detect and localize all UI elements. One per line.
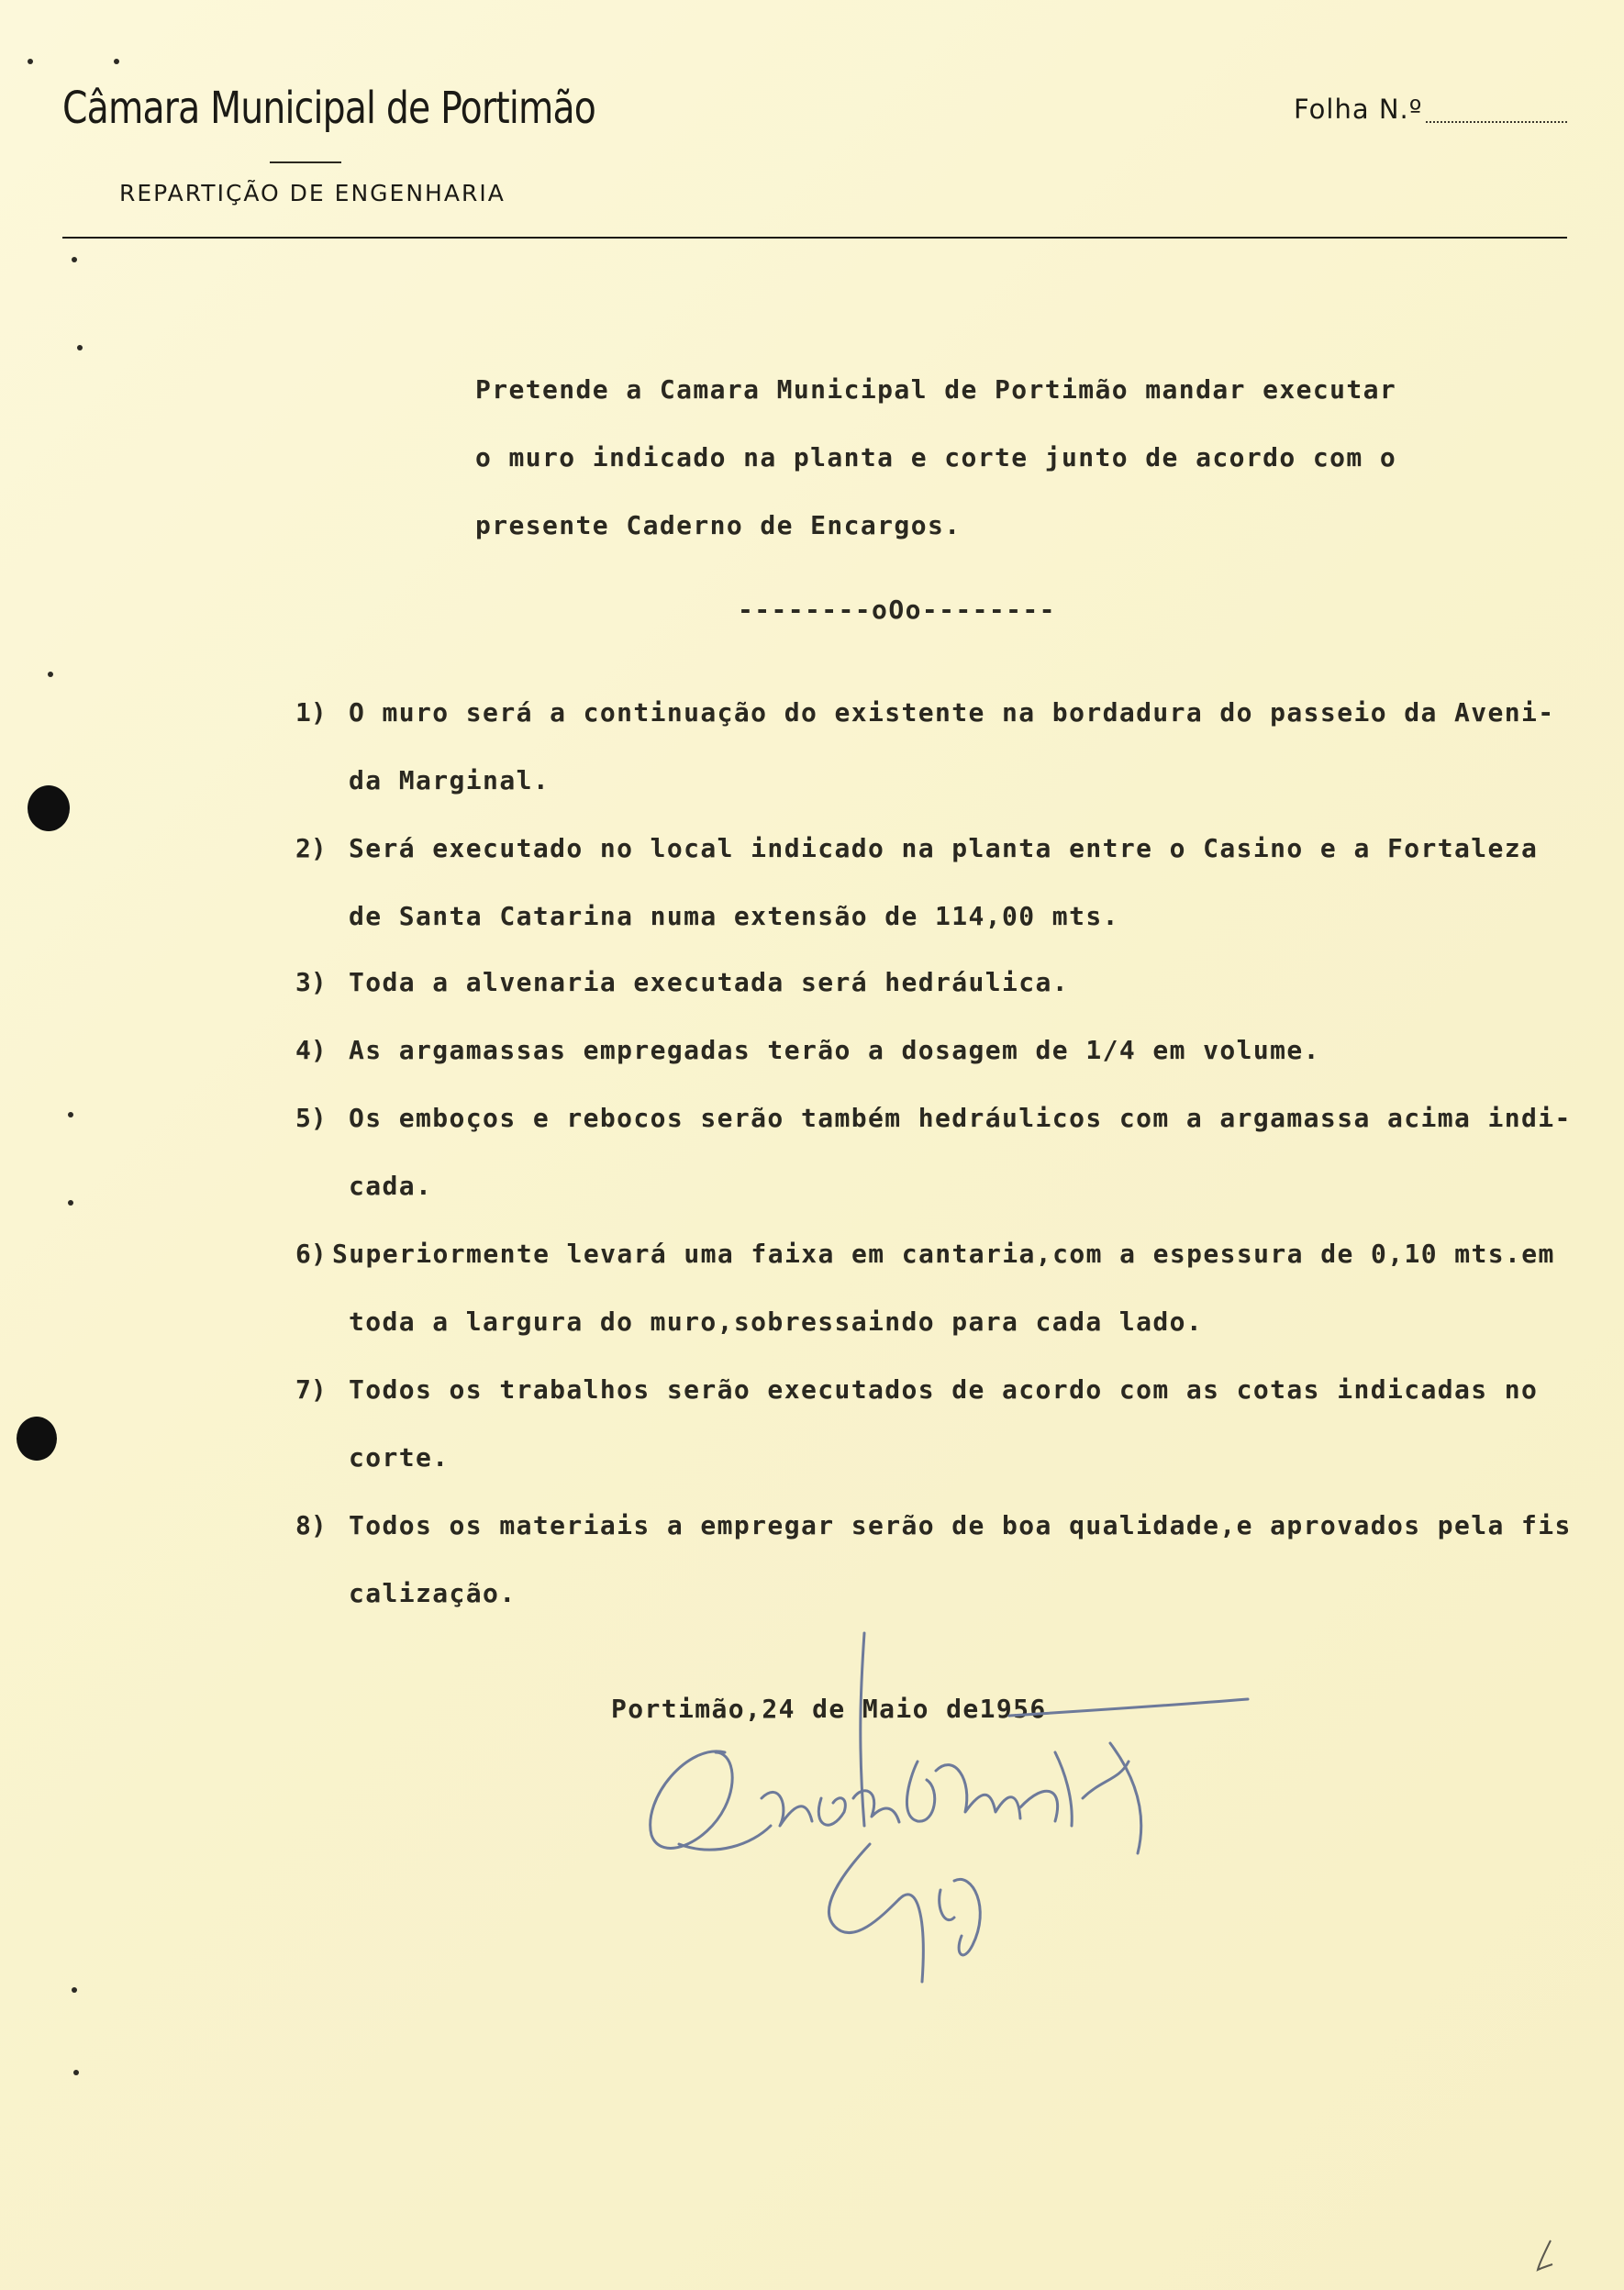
pencil-mark — [1532, 2239, 1560, 2275]
clause-text: corte. — [349, 1442, 450, 1473]
punch-hole-top — [28, 785, 70, 831]
punch-hole-bottom — [17, 1417, 57, 1461]
signature — [624, 1615, 1285, 2018]
clause-number: 5) — [295, 1103, 327, 1133]
clause-text: Todos os trabalhos serão executados de acordo com as cotas indicadas no — [349, 1374, 1539, 1405]
clause-number: 2) — [295, 833, 327, 863]
clause-text: Os emboços e rebocos serão também hedráulicos com a argamassa acima indi- — [349, 1103, 1572, 1133]
clause-number: 4) — [295, 1035, 327, 1065]
letterhead-divider — [270, 161, 341, 163]
speck — [68, 1112, 73, 1117]
speck — [114, 59, 119, 64]
folha-label: Folha N.º — [1294, 94, 1423, 125]
speck — [48, 672, 53, 677]
separator: --------oOo-------- — [738, 595, 1056, 625]
place-date: Portimão,24 de Maio de1956 — [611, 1694, 1047, 1724]
letterhead-title: Câmara Municipal de Portimão — [62, 83, 596, 134]
clause-text: calização. — [349, 1578, 517, 1608]
speck — [73, 2070, 79, 2075]
clause-text: Será executado no local indicado na planta entre o Casino e a Fortaleza — [349, 833, 1539, 863]
clause-number: 6) — [295, 1239, 327, 1269]
clause-number: 7) — [295, 1374, 327, 1405]
clause-text: Todos os materiais a empregar serão de boa qualidade,e aprovados pela fis — [349, 1510, 1572, 1540]
intro-line-3: presente Caderno de Encargos. — [475, 510, 962, 540]
speck — [72, 1987, 77, 1993]
clause-number: 3) — [295, 967, 327, 997]
speck — [28, 59, 33, 64]
clause-number: 1) — [295, 697, 327, 728]
clause-text: da Marginal. — [349, 765, 551, 795]
header-rule — [62, 237, 1567, 239]
clause-text: Superiormente levará uma faixa em cantaria,com a espessura de 0,10 mts.em — [332, 1239, 1555, 1269]
speck — [72, 257, 77, 262]
intro-line-1: Pretende a Camara Municipal de Portimão mandar executar — [475, 374, 1397, 405]
clause-text: Toda a alvenaria executada será hedráulica. — [349, 967, 1070, 997]
intro-line-2: o muro indicado na planta e corte junto de acordo com o — [475, 442, 1397, 472]
clause-text: toda a largura do muro,sobressaindo para cada lado. — [349, 1306, 1204, 1337]
clause-text: cada. — [349, 1171, 433, 1201]
clause-text: O muro será a continuação do existente na bordadura do passeio da Aveni- — [349, 697, 1555, 728]
clause-text: As argamassas empregadas terão a dosagem de 1/4 em volume. — [349, 1035, 1320, 1065]
speck — [77, 345, 83, 350]
letterhead-department: REPARTIÇÃO DE ENGENHARIA — [119, 180, 506, 206]
clause-text: de Santa Catarina numa extensão de 114,00 mts. — [349, 901, 1119, 931]
clause-number: 8) — [295, 1510, 327, 1540]
speck — [68, 1200, 73, 1206]
folha-number-field — [1426, 121, 1567, 123]
